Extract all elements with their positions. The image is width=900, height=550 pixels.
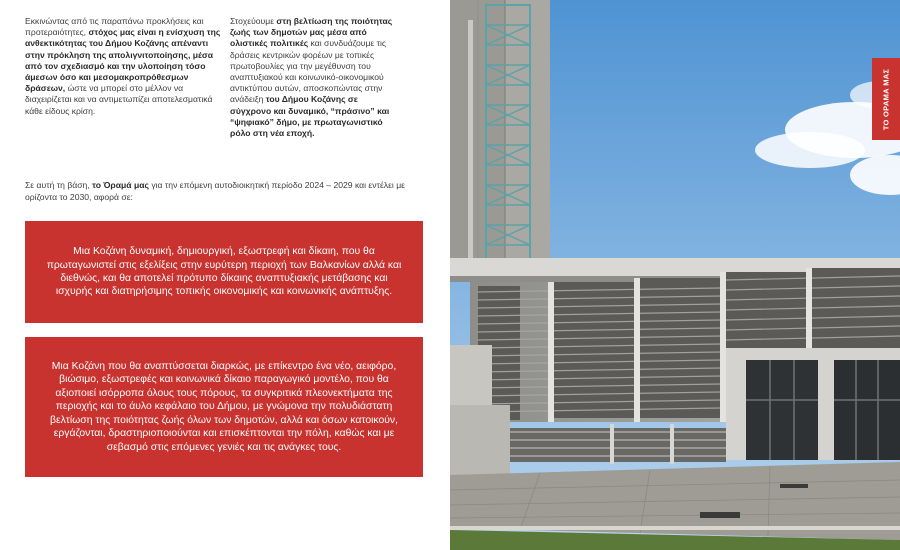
section-tab-label: ΤΟ ΟΡΑΜΑ ΜΑΣ: [881, 68, 891, 130]
vision-box-text: Μια Κοζάνη δυναμική, δημιουργική, εξωστρεφή και δίκαιη, που θα πρωταγωνιστεί στις εξελίξεις στην ευρύτερη περιοχή των Βαλκανίων αλλά και διεθνώς, και θα αποτελεί πρότυπο δίκαιης αναπτυξιακής μετάβασης και ισχυρής και διατηρήσιμης τοπικής οικονομικής και κοινωνικής ανάπτυξης.: [46, 246, 402, 298]
paragraph-bold-text: στόχος μας είναι η ενίσχυση της ανθεκτικότητας του Δήμου Κοζάνης απέναντι στην πρόκληση της απολιγνιτοποίησης, μέσα από τον σχεδιασμό και την υλοποίηση τόσο άμεσων όσο και μεσομακροπρόθεσμων δράσεων,: [25, 27, 221, 94]
paragraph-goals: [230, 16, 400, 139]
intro-bold-text: το Όραμά μας: [92, 180, 149, 190]
building-photo: [450, 0, 900, 550]
paragraph-text: και συνδυάζουμε τις δράσεις κεντρικών φορέων με τοπικές πρωτοβουλίες για την μεγέθυνση του αναπτυξιακού και κοινωνικό-οικονομικού αντικτύπου αυτών, αποσκοπώντας στην ανάδειξη: [230, 38, 387, 105]
paragraph-text: ώστε να μπορεί στο μέλλον να διαχειρίζεται και να αντιμετωπίζει αποτελεσματικά κάθε είδους κρίση.: [25, 83, 213, 116]
intro-text: για την επόμενη αυτοδιοικητική περίοδο 2024 – 2029 και εντέλει με ορίζοντα το 2030, αφορά σε:: [25, 180, 405, 202]
vision-intro: [25, 180, 415, 203]
paragraph-text: Εκκινώντας από τις παραπάνω προκλήσεις και προτεραιότητες,: [25, 16, 204, 38]
vision-box-1: [25, 221, 423, 323]
paragraph-text: Στοχεύουμε: [230, 16, 277, 26]
paragraph-challenges: [25, 16, 225, 117]
paragraph-bold-text: του Δήμου Κοζάνης σε σύγχρονο και δυναμικό, “πράσινο” και “ψηφιακό” δήμο, με πρωταγωνιστικό ρόλο στη νέα εποχή.: [230, 94, 390, 139]
vision-box-2: [25, 337, 423, 477]
section-tab[interactable]: [872, 58, 900, 140]
paragraph-bold-text: στη βελτίωση της ποιότητας ζωής των δημοτών μας μέσα από ολιστικές πολιτικές: [230, 16, 393, 49]
intro-text: Σε αυτή τη βάση,: [25, 180, 93, 190]
vision-box-text: Μια Κοζάνη που θα αναπτύσσεται διαρκώς, με επίκεντρο ένα νέο, αειφόρο, βιώσιμο, εξωστρεφές και κοινωνικά δίκαιο παραγωγικό μοντέλο, που θα αξιοποιεί ισόρροπα όλους τους πόρους, τα συγκριτικά πλεονεκτήματα της περιοχής και το άυλο κεφάλαιο του Δήμου, με γνώμονα την πολυδιάστατη βελτίωση της ποιότητας ζωής όλων των δημοτών, αλλά και όσων κατοικούν, εργάζονται, δραστηριοποιούνται και επισκέπτονται την πόλη, καθώς και με σεβασμό στις επόμενες γενιές και τις ανάγκες τους.: [49, 361, 399, 453]
